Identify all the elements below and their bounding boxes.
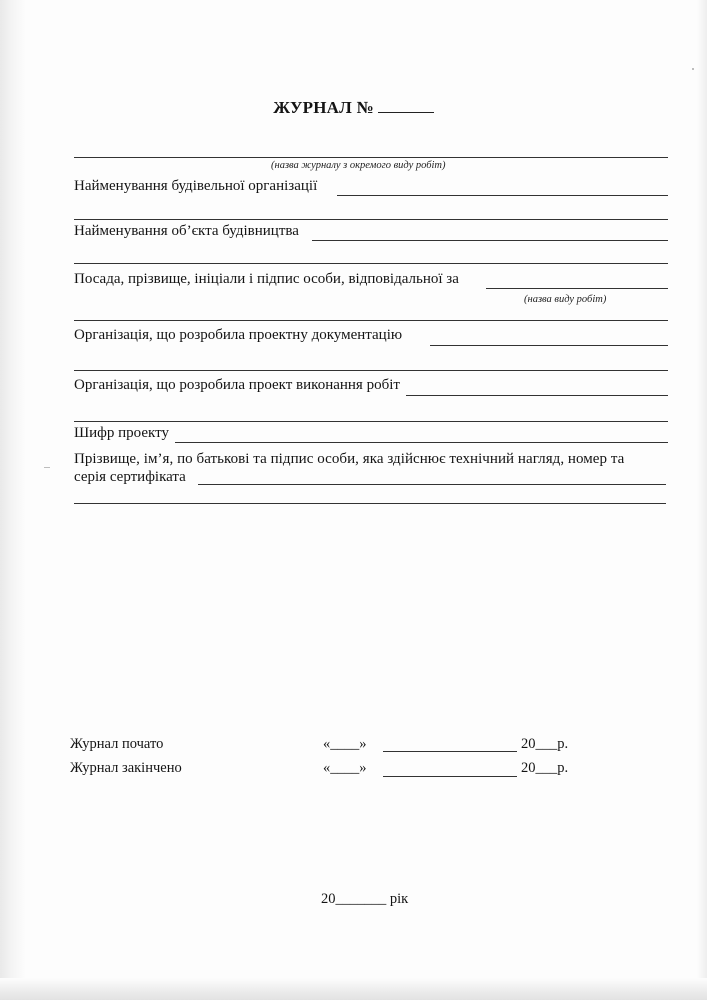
design-org-label: Організація, що розробила проектну документацію — [74, 327, 403, 343]
journal-name-line[interactable] — [74, 157, 668, 158]
object-line[interactable] — [312, 240, 668, 241]
journal-finished-day[interactable]: «____» — [323, 760, 367, 776]
journal-number-blank[interactable] — [378, 98, 434, 113]
journal-started-year[interactable]: 20___р. — [521, 736, 569, 752]
object-label: Найменування об’єкта будівництва — [74, 223, 299, 239]
scan-speck — [692, 68, 694, 70]
scan-right-edge — [697, 0, 707, 1000]
journal-finished-label: Журнал закінчено — [70, 760, 182, 776]
object-line-2[interactable] — [74, 263, 668, 264]
supervision-label-line2: серія сертифіката — [74, 469, 186, 485]
design-org-line[interactable] — [430, 345, 668, 346]
scan-left-shadow — [0, 0, 26, 1000]
supervision-line-2[interactable] — [74, 503, 666, 504]
journal-started-day[interactable]: «____» — [323, 736, 367, 752]
journal-started-month-line[interactable] — [383, 751, 517, 752]
cipher-line[interactable] — [175, 442, 668, 443]
works-org-line-2[interactable] — [74, 421, 668, 422]
works-org-label: Організація, що розробила проект виконання робіт — [74, 377, 400, 393]
organization-label: Найменування будівельної організації — [74, 178, 318, 194]
journal-name-caption: (назва журналу з окремого виду робіт) — [271, 160, 446, 171]
responsible-label: Посада, прізвище, ініціали і підпис особи, відповідальної за — [74, 271, 459, 287]
responsible-line[interactable] — [486, 288, 668, 289]
footer-year[interactable]: 20_______ рік — [321, 891, 409, 907]
organization-line[interactable] — [337, 195, 668, 196]
responsible-caption: (назва виду робіт) — [524, 294, 607, 305]
scan-bottom-edge — [0, 978, 707, 1000]
works-org-line[interactable] — [406, 395, 668, 396]
journal-finished-month-line[interactable] — [383, 776, 517, 777]
journal-started-label: Журнал почато — [70, 736, 164, 752]
organization-line-2[interactable] — [74, 219, 668, 220]
cipher-label: Шифр проекту — [74, 425, 169, 441]
journal-title — [0, 98, 707, 118]
journal-title-text: ЖУРНАЛ № — [273, 98, 374, 117]
journal-finished-year[interactable]: 20___р. — [521, 760, 569, 776]
supervision-line[interactable] — [198, 484, 666, 485]
supervision-label-line1: Прізвище, ім’я, по батькові та підпис особи, яка здійснює технічний нагляд, номер та — [74, 451, 625, 467]
scan-speck — [44, 467, 50, 468]
responsible-line-2[interactable] — [74, 320, 668, 321]
design-org-line-2[interactable] — [74, 370, 668, 371]
